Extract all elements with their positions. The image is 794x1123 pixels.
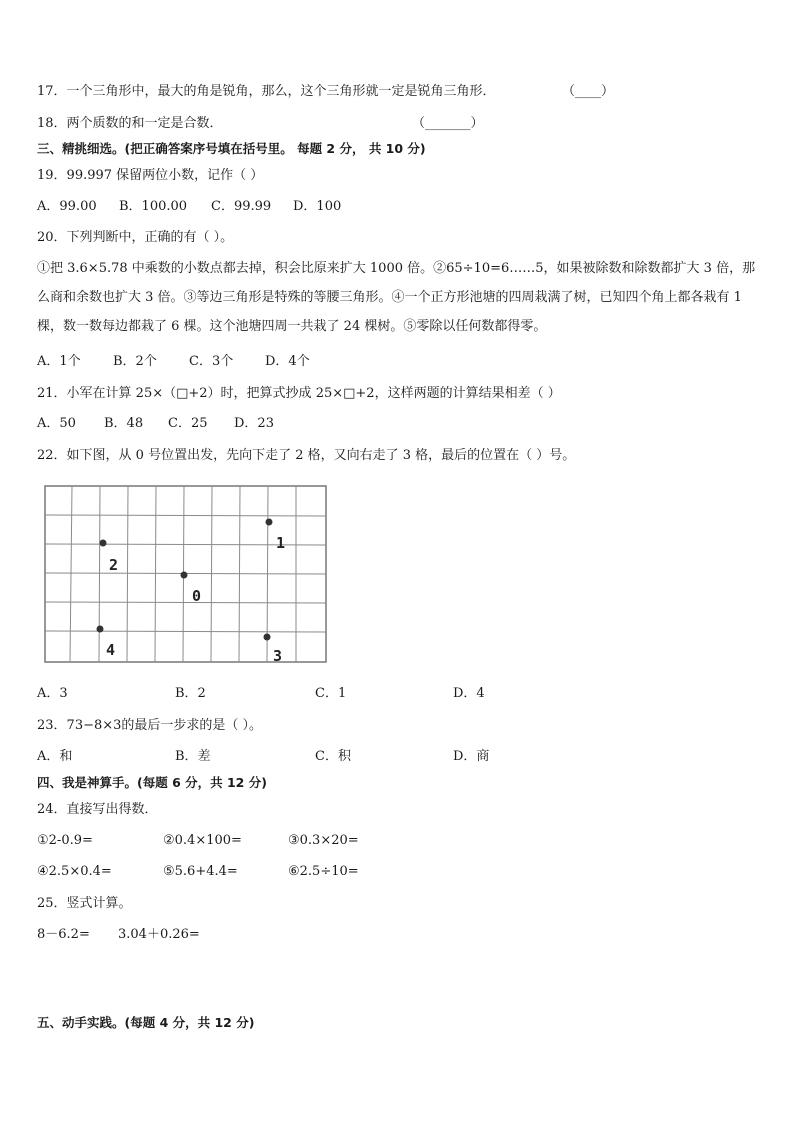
q23-option-c[interactable]: C．积 [315, 749, 351, 764]
q22-option-b[interactable]: B．2 [175, 686, 206, 701]
q24-item-6: ⑥2.5÷10= [288, 864, 359, 879]
question-17-answer-blank[interactable]: （____） [562, 84, 615, 99]
q22-option-c[interactable]: C．1 [315, 686, 347, 701]
q24-item-3: ③0.3×20= [288, 833, 359, 848]
q23-option-b[interactable]: B．差 [175, 749, 211, 764]
q24-item-2: ②0.4×100= [163, 833, 242, 848]
question-17-text: 17．一个三角形中，最大的角是锐角，那么，这个三角形就一定是锐角三角形． [37, 84, 496, 99]
section-4-heading: 四、我是神算手。(每题 6 分，共 12 分) [37, 775, 267, 790]
q24-item-4: ④2.5×0.4= [37, 864, 112, 879]
position-grid [42, 484, 328, 664]
q20-option-b[interactable]: B．2个 [113, 354, 157, 369]
q25-item-2: 3.04＋0.26= [118, 927, 200, 942]
q23-option-d[interactable]: D．商 [453, 749, 490, 764]
question-21-text: 21．小军在计算 25×（□+2）时，把算式抄成 25×□+2，这样两题的计算结果相差（ ） [37, 386, 561, 401]
position-grid-figure [42, 484, 328, 664]
q19-option-b[interactable]: B．100.00 [119, 199, 188, 214]
grid-label-0: 0 [192, 587, 202, 605]
question-19-text: 19．99.997 保留两位小数，记作（ ） [37, 168, 264, 183]
grid-point-0 [181, 572, 188, 579]
grid-label-3: 3 [273, 647, 283, 664]
section-3-heading: 三、精挑细选。(把正确答案序号填在括号里。 每题 2 分， 共 10 分) [37, 141, 426, 156]
question-18-text: 18．两个质数的和一定是合数． [37, 116, 223, 131]
question-25-text: 25．竖式计算。 [37, 896, 132, 911]
q25-item-1: 8－6.2= [37, 927, 90, 942]
q21-option-c[interactable]: C．25 [168, 416, 208, 431]
question-23-text: 23．73−8×3的最后一步求的是（ ）。 [37, 718, 263, 733]
q20-option-c[interactable]: C．3个 [189, 354, 234, 369]
question-18 [37, 114, 223, 134]
question-22-text: 22．如下图，从 0 号位置出发，先向下走了 2 格，又向右走了 3 格，最后的位置在（ ）号。 [37, 448, 576, 463]
q23-option-a[interactable]: A．和 [37, 749, 73, 764]
grid-point-4 [97, 626, 104, 633]
q21-option-b[interactable]: B．48 [104, 416, 144, 431]
section-5-heading: 五、动手实践。(每题 4 分，共 12 分) [37, 1015, 255, 1030]
grid-label-1: 1 [276, 534, 286, 552]
grid-point-1 [266, 519, 273, 526]
grid-label-2: 2 [109, 556, 119, 574]
q19-option-c[interactable]: C．99.99 [211, 199, 272, 214]
q24-item-5: ⑤5.6+4.4= [163, 864, 238, 879]
q24-item-1: ①2-0.9= [37, 833, 93, 848]
q20-option-d[interactable]: D．4个 [265, 354, 310, 369]
question-18-answer-blank[interactable]: （_______） [412, 116, 484, 131]
grid-point-3 [264, 634, 271, 641]
grid-label-4: 4 [106, 641, 116, 659]
question-24-text: 24．直接写出得数． [37, 802, 158, 817]
q21-option-d[interactable]: D．23 [234, 416, 274, 431]
question-20-statements: ①把 3.6×5.78 中乘数的小数点都去掉，积会比原来扩大 1000 倍。②65÷10=6……5，如果被除数和除数都扩大 3 倍，那么商和余数也扩大 3 倍。③等边三角形是特殊的等腰三角形。④一个正方形池塘的四周栽满了树，已知四个角上都各栽有 1 棵，数一数每边都栽了 6 棵。这个池塘四周一共栽了 24 棵树。⑤零除以任何数都得零。 [37, 261, 756, 334]
q19-option-d[interactable]: D．100 [293, 199, 342, 214]
q20-option-a[interactable]: A．1个 [37, 354, 81, 369]
q22-option-d[interactable]: D．4 [453, 686, 485, 701]
q21-option-a[interactable]: A．50 [37, 416, 76, 431]
question-20-text: 20．下列判断中，正确的有（ ）。 [37, 230, 234, 245]
q22-option-a[interactable]: A．3 [37, 686, 68, 701]
q19-option-a[interactable]: A．99.00 [37, 199, 97, 214]
question-17 [37, 82, 496, 102]
grid-point-2 [100, 540, 107, 547]
